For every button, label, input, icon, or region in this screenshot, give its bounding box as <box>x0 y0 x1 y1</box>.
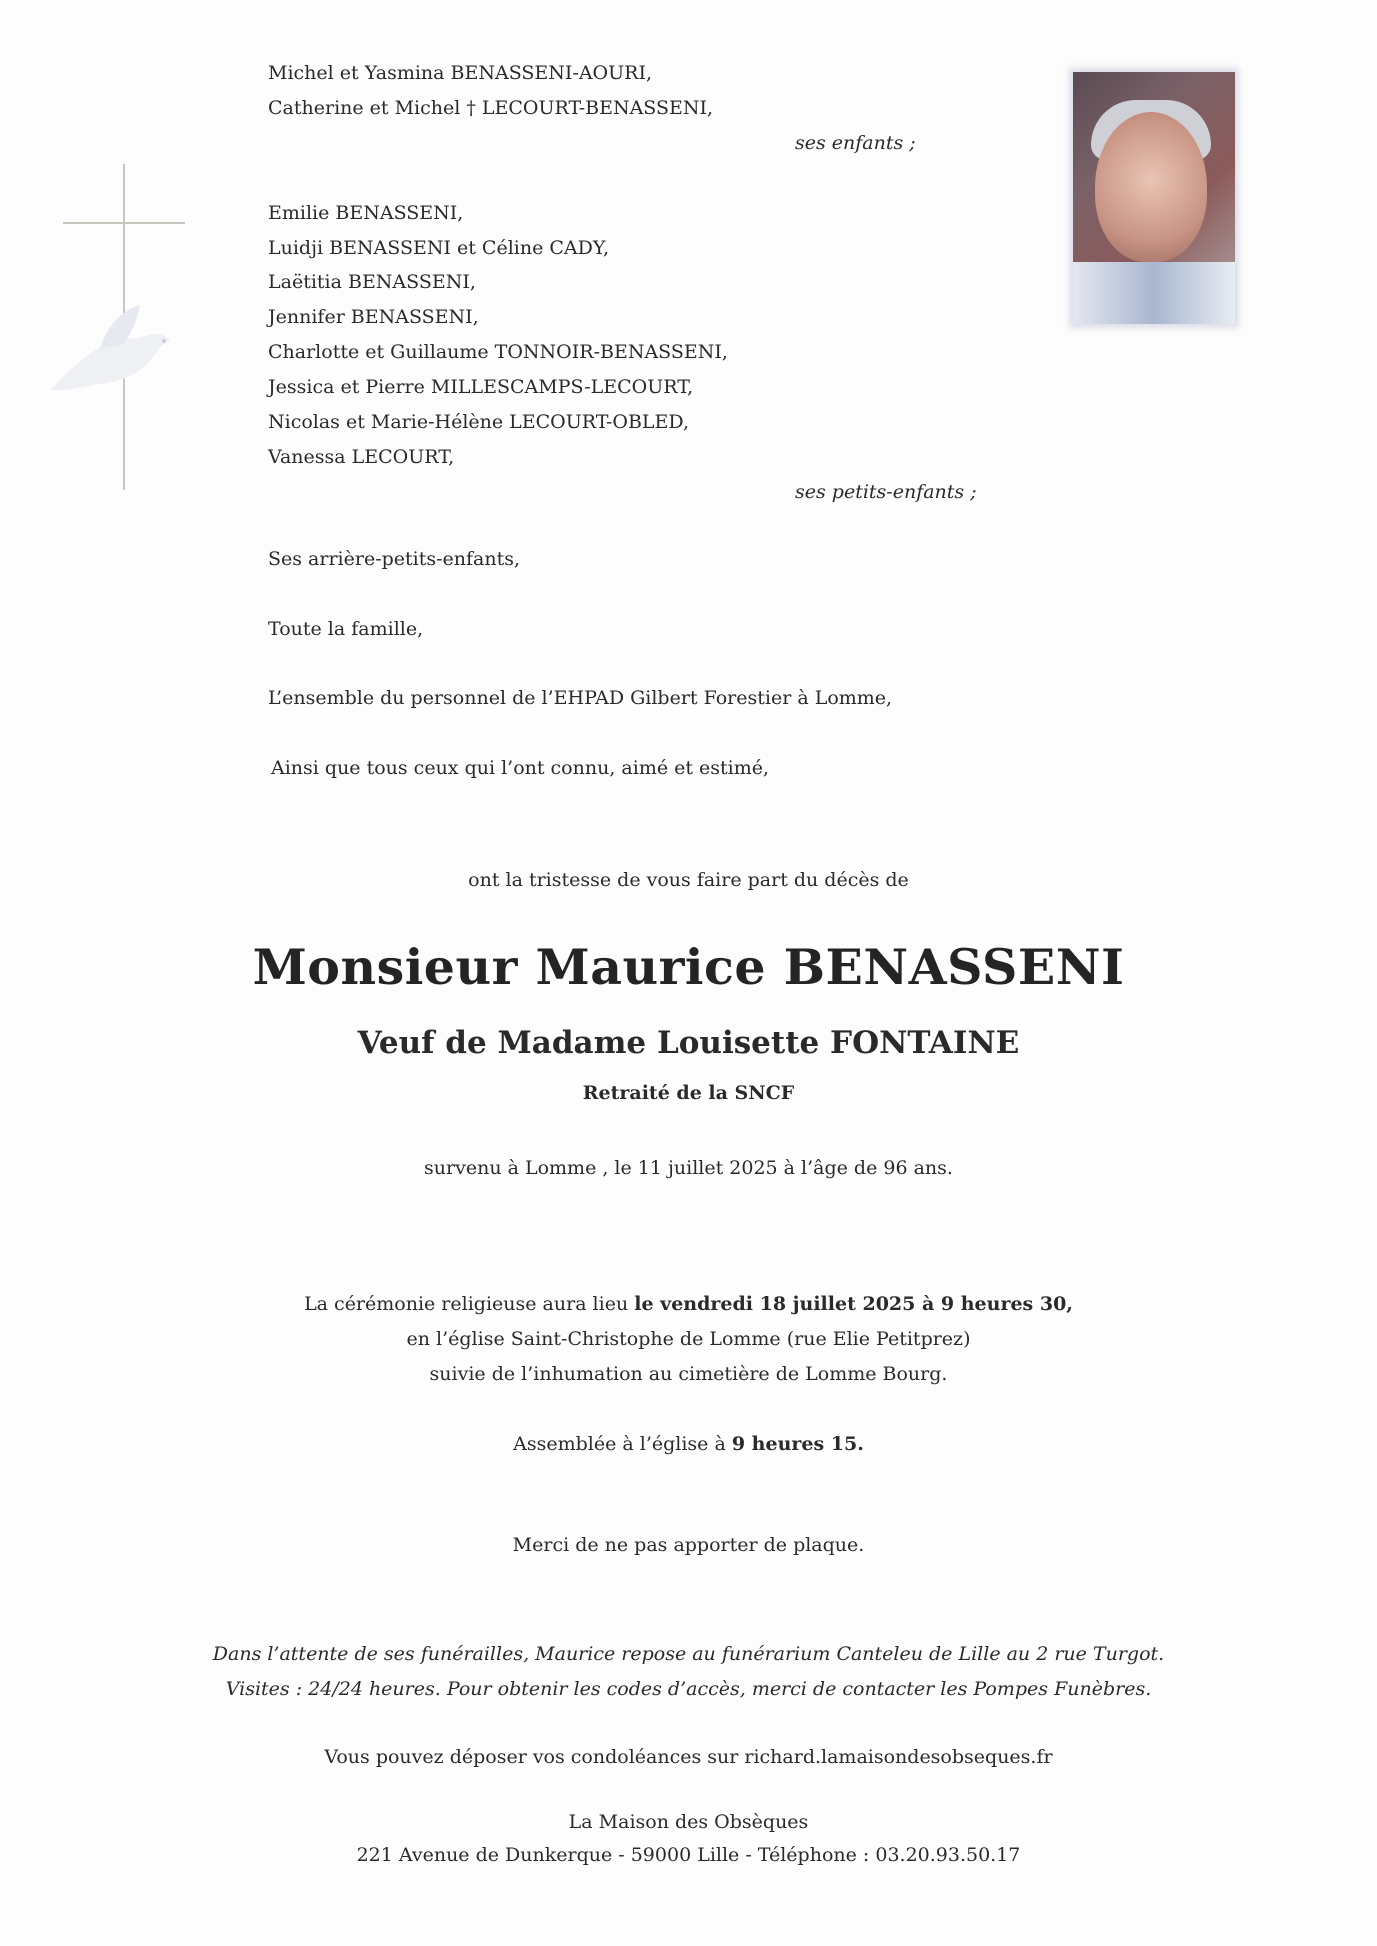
announcement-intro: ont la tristesse de vous faire part du décès de <box>468 869 909 891</box>
ceremony-date: le vendredi 18 juillet 2025 à 9 heures 30, <box>634 1293 1073 1315</box>
deceased-name: Monsieur Maurice BENASSENI <box>252 938 1125 996</box>
assembly-prefix: Assemblée à l’église à <box>513 1433 732 1455</box>
grandchild-line: Vanessa LECOURT, <box>268 446 455 468</box>
cross-icon-bar <box>63 222 185 224</box>
others-line: Ainsi que tous ceux qui l’ont connu, aimé et estimé, <box>271 757 770 779</box>
ceremony-prefix: La cérémonie religieuse aura lieu <box>304 1293 635 1315</box>
no-plaque-line: Merci de ne pas apporter de plaque. <box>512 1534 865 1556</box>
grandchild-line: Emilie BENASSENI, <box>268 202 464 224</box>
grandchild-line: Charlotte et Guillaume TONNOIR-BENASSENI, <box>268 341 728 363</box>
children-label: ses enfants ; <box>795 132 916 154</box>
portrait-face <box>1095 112 1207 262</box>
ceremony-line-2: en l’église Saint-Christophe de Lomme (rue Elie Petitprez) <box>406 1328 971 1350</box>
grandchild-line: Jessica et Pierre MILLESCAMPS-LECOURT, <box>268 376 694 398</box>
grandchild-line: Nicolas et Marie-Hélène LECOURT-OBLED, <box>268 411 690 433</box>
dove-icon <box>40 300 190 410</box>
staff-line: L’ensemble du personnel de l’EHPAD Gilbert Forestier à Lomme, <box>268 687 893 709</box>
assembly-line <box>0 1432 1377 1456</box>
grandchild-line: Laëtitia BENASSENI, <box>268 271 476 293</box>
grandchild-line: Luidji BENASSENI et Céline CADY, <box>268 237 610 259</box>
visits-notice: Visites : 24/24 heures. Pour obtenir les codes d’accès, merci de contacter les Pompes Funèbres. <box>225 1678 1152 1700</box>
grandchild-line: Jennifer BENASSENI, <box>268 306 479 328</box>
death-line: survenu à Lomme , le 11 juillet 2025 à l’âge de 96 ans. <box>424 1157 953 1179</box>
great-grandchildren: Ses arrière-petits-enfants, <box>268 548 521 570</box>
grandchildren-label: ses petits-enfants ; <box>795 481 977 503</box>
widower-line: Veuf de Madame Louisette FONTAINE <box>357 1025 1020 1061</box>
ceremony-line-3: suivie de l’inhumation au cimetière de Lomme Bourg. <box>429 1363 948 1385</box>
ceremony-line-1 <box>0 1292 1377 1316</box>
child-line: Catherine et Michel † LECOURT-BENASSENI, <box>268 97 714 119</box>
whole-family: Toute la famille, <box>268 618 424 640</box>
company-name: La Maison des Obsèques <box>568 1811 809 1833</box>
condolences-line: Vous pouvez déposer vos condoléances sur richard.lamaisondesobseques.fr <box>324 1746 1053 1768</box>
child-line: Michel et Yasmina BENASSENI-AOURI, <box>268 62 652 84</box>
company-address: 221 Avenue de Dunkerque - 59000 Lille - Téléphone : 03.20.93.50.17 <box>356 1844 1021 1866</box>
assembly-time: 9 heures 15. <box>731 1433 864 1455</box>
occupation-line: Retraité de la SNCF <box>582 1082 795 1104</box>
funerarium-notice: Dans l’attente de ses funérailles, Maurice repose au funérarium Canteleu de Lille au 2 rue Turgot. <box>212 1643 1165 1665</box>
portrait-photo <box>1073 72 1235 324</box>
portrait-shirt <box>1073 262 1235 324</box>
